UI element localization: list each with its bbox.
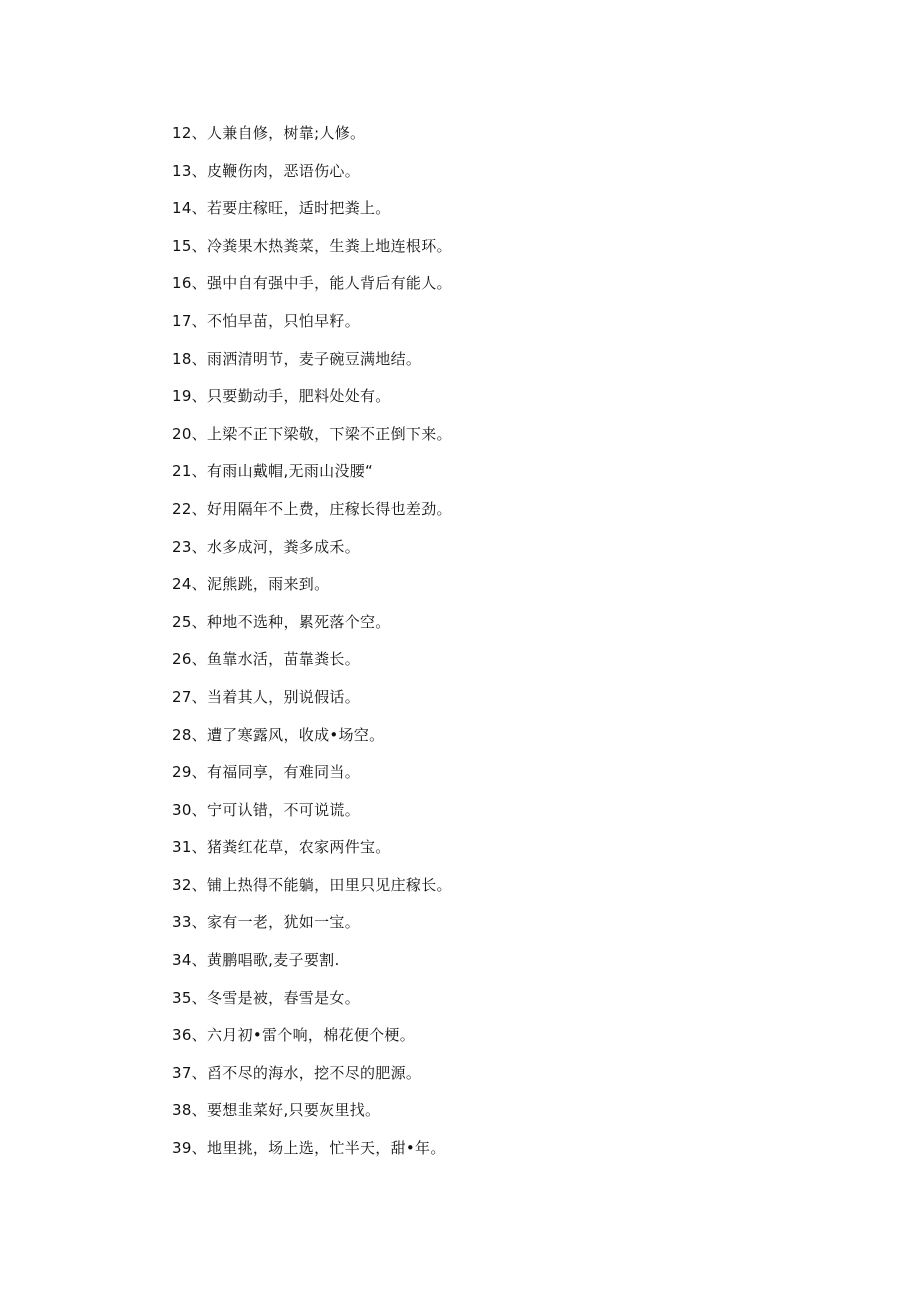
list-item: 17、不怕早苗，只怕早籽。 bbox=[172, 311, 360, 330]
list-item: 32、铺上热得不能躺，田里只见庄稼长。 bbox=[172, 875, 452, 894]
list-item: 36、六月初•雷个响，棉花便个梗。 bbox=[172, 1026, 416, 1045]
list-item: 13、皮鞭伤肉，恶语伤心。 bbox=[172, 161, 360, 180]
list-item: 29、有福同享，有难同当。 bbox=[172, 763, 360, 782]
list-item: 38、要想韭菜好,只要灰里找。 bbox=[172, 1101, 381, 1120]
list-item: 27、当着其人，别说假话。 bbox=[172, 687, 360, 706]
list-item: 37、舀不尽的海水，挖不尽的肥源。 bbox=[172, 1063, 422, 1082]
proverb-list bbox=[172, 120, 872, 1173]
list-item: 23、水多成河，粪多成禾。 bbox=[172, 537, 360, 556]
list-item: 14、若要庄稼旺，适时把粪上。 bbox=[172, 199, 391, 218]
list-item: 30、宁可认错，不可说谎。 bbox=[172, 800, 360, 819]
list-item: 39、地里挑，场上选，忙半天，甜•年。 bbox=[172, 1139, 446, 1158]
list-item: 33、家有一老，犹如一宝。 bbox=[172, 913, 360, 932]
list-item: 31、猪粪红花草，农家两件宝。 bbox=[172, 838, 391, 857]
list-item: 22、好用隔年不上费，庄稼长得也差劲。 bbox=[172, 499, 452, 518]
list-item: 16、强中自有强中手，能人背后有能人。 bbox=[172, 274, 452, 293]
list-item: 26、鱼靠水活，苗靠粪长。 bbox=[172, 650, 360, 669]
list-item: 15、冷粪果木热粪菜，生粪上地连根环。 bbox=[172, 236, 452, 255]
list-item: 24、泥熊跳，雨来到。 bbox=[172, 575, 330, 594]
list-item: 19、只要勤动手，肥料处处有。 bbox=[172, 387, 391, 406]
list-item: 12、人兼自修，树靠;人修。 bbox=[172, 124, 366, 142]
list-item: 34、黄鹏唱歌,麦子要割. bbox=[172, 951, 340, 970]
list-item: 28、遭了寒露风，收成•场空。 bbox=[172, 725, 385, 744]
list-item: 20、上梁不正下梁敬，下梁不正倒下来。 bbox=[172, 424, 452, 443]
list-item: 18、雨洒清明节，麦子碗豆满地结。 bbox=[172, 349, 422, 368]
list-item: 35、冬雪是被，春雪是女。 bbox=[172, 988, 360, 1007]
list-item: 25、种地不选种，累死落个空。 bbox=[172, 612, 391, 631]
list-item: 21、有雨山戴帽,无雨山没腰“ bbox=[172, 462, 374, 481]
